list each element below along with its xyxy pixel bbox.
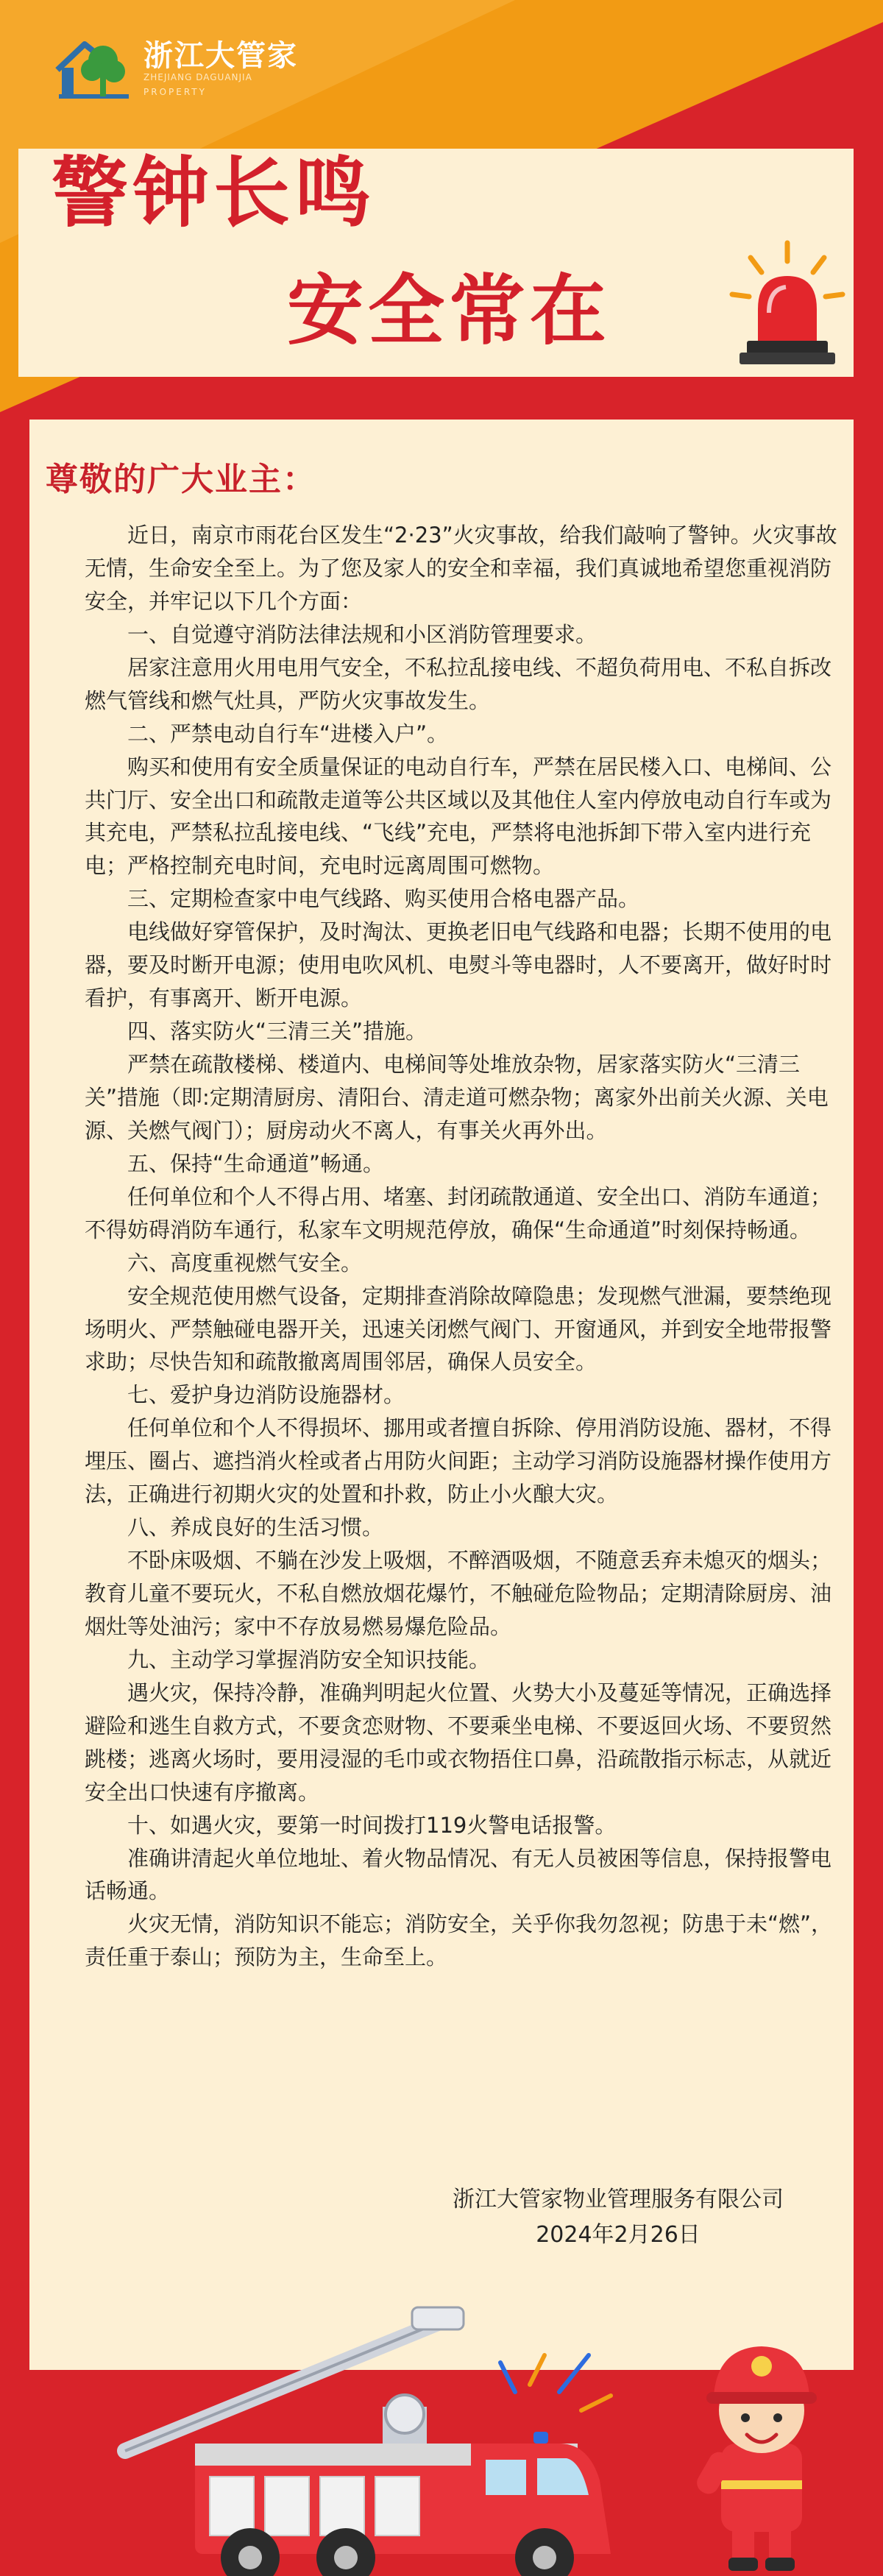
- letter-paragraph: 购买和使用有安全质量保证的电动自行车，严禁在居民楼入口、电梯间、公共门厅、安全出口和疏散走道等公共区域以及其他住人室内停放电动自行车或为其充电，严禁私拉乱接电线、“飞线”充电，严禁将电池拆卸下带入室内进行充电；严格控制充电时间，充电时远离周围可燃物。: [85, 754, 832, 879]
- title-line-2: 安全常在: [287, 266, 611, 355]
- section-heading: 七、爱护身边消防设施器材。: [127, 1382, 405, 1408]
- section-heading: 六、高度重视燃气安全。: [127, 1250, 363, 1275]
- letter-paragraph: 准确讲清起火单位地址、着火物品情况、有无人员被困等信息，保持报警电话畅通。: [85, 1845, 832, 1904]
- company-logo: [52, 29, 316, 110]
- section-heading: 一、自觉遵守消防法律法规和小区消防管理要求。: [127, 621, 597, 647]
- section-heading: 八、养成良好的生活习惯。: [127, 1515, 384, 1540]
- logo-name: 浙江大管家: [143, 39, 298, 73]
- firefighter-mascot-illustration: [693, 2346, 817, 2571]
- section-heading: 九、主动学习掌握消防安全知识技能。: [127, 1646, 491, 1672]
- section-heading: 五、保持“生命通道”畅通。: [127, 1150, 385, 1176]
- letter-date: 2024年2月26日: [536, 2222, 701, 2248]
- section-heading: 三、定期检查家中电气线路、购买使用合格电器产品。: [127, 886, 640, 912]
- letter-paragraph: 近日，南京市雨花台区发生“2·23”火灾事故，给我们敲响了警钟。火灾事故无情，生命安全至上。为了您及家人的安全和幸福，我们真诚地希望您重视消防安全，并牢记以下几个方面：: [85, 523, 837, 614]
- letter-signature: [412, 2182, 824, 2253]
- letter-paragraph: 任何单位和个人不得损坏、挪用或者擅自拆除、停用消防设施、器材，不得埋压、圈占、遮挡消火栓或者占用防火间距；主动学习消防设施器材操作使用方法，正确进行初期火灾的处置和扑救，防止小火酿大灾。: [85, 1415, 832, 1507]
- siren-alarm-icon: [728, 239, 846, 368]
- closing-paragraph: 火灾无情，消防知识不能忘；消防安全，关乎你我勿忽视；防患于未“燃”，责任重于泰山；预防为主，生命至上。: [85, 1911, 833, 1970]
- letter-paragraph: 不卧床吸烟、不躺在沙发上吸烟，不醉酒吸烟，不随意丢弃未熄灭的烟头；教育儿童不要玩火，不私自燃放烟花爆竹，不触碰危险物品；定期清除厨房、油烟灶等处油污；家中不存放易燃易爆危险品。: [85, 1548, 832, 1639]
- letter-paragraph: 安全规范使用燃气设备，定期排查消除故障隐患；发现燃气泄漏，要禁绝现场明火、严禁触碰电器开关，迅速关闭燃气阀门、开窗通风，并到安全地带报警求助；尽快告知和疏散撤离周围邻居，确保人员安全。: [85, 1283, 832, 1375]
- fire-truck-illustration: [125, 2307, 611, 2576]
- letter-paragraph: 严禁在疏散楼梯、楼道内、电梯间等处堆放杂物，居家落实防火“三清三关”措施（即:定期清厨房、清阳台、清走道可燃杂物；离家外出前关火源、关电源、关燃气阀门）；厨房动火不离人，有事关火再外出。: [85, 1052, 829, 1143]
- letter-paragraph: 居家注意用火用电用气安全，不私拉乱接电线、不超负荷用电、不私自拆改燃气管线和燃气灶具，严防火灾事故发生。: [85, 654, 832, 713]
- house-tree-logo-icon: [52, 29, 136, 103]
- section-heading: 二、严禁电动自行车“进楼入户”。: [127, 721, 449, 746]
- logo-subtitle-2: PROPERTY: [143, 87, 207, 97]
- section-heading: 十、如遇火灾，要第一时间拨打119火警电话报警。: [127, 1812, 617, 1838]
- logo-subtitle: ZHEJIANG DAGUANJIA: [143, 72, 252, 82]
- section-heading: 四、落实防火“三清三关”措施。: [127, 1019, 428, 1044]
- letter-paragraph: 任何单位和个人不得占用、堵塞、封闭疏散通道、安全出口、消防车通道；不得妨碍消防车通行，私家车文明规范停放，确保“生命通道”时刻保持畅通。: [85, 1183, 832, 1242]
- company-name: 浙江大管家物业管理服务有限公司: [453, 2187, 784, 2212]
- letter-paragraph: 电线做好穿管保护，及时淘汰、更换老旧电气线路和电器；长期不使用的电器，要及时断开电源；使用电吹风机、电熨斗等电器时，人不要离开，做好时时看护，有事离开、断开电源。: [85, 919, 832, 1011]
- title-line-1: 警钟长鸣: [52, 148, 376, 238]
- letter-body: [85, 519, 850, 1974]
- letter-paragraph: 遇火灾，保持冷静，准确判明起火位置、火势大小及蔓延等情况，正确选择避险和逃生自救方式，不要贪恋财物、不要乘坐电梯、不要返回火场、不要贸然跳楼；逃离火场时，要用浸湿的毛巾或衣物捂住口鼻，沿疏散指示标志，从就近安全出口快速有序撤离。: [85, 1680, 832, 1805]
- letter-greeting: 尊敬的广大业主：: [46, 461, 316, 498]
- fire-scene-illustration: [0, 2267, 883, 2576]
